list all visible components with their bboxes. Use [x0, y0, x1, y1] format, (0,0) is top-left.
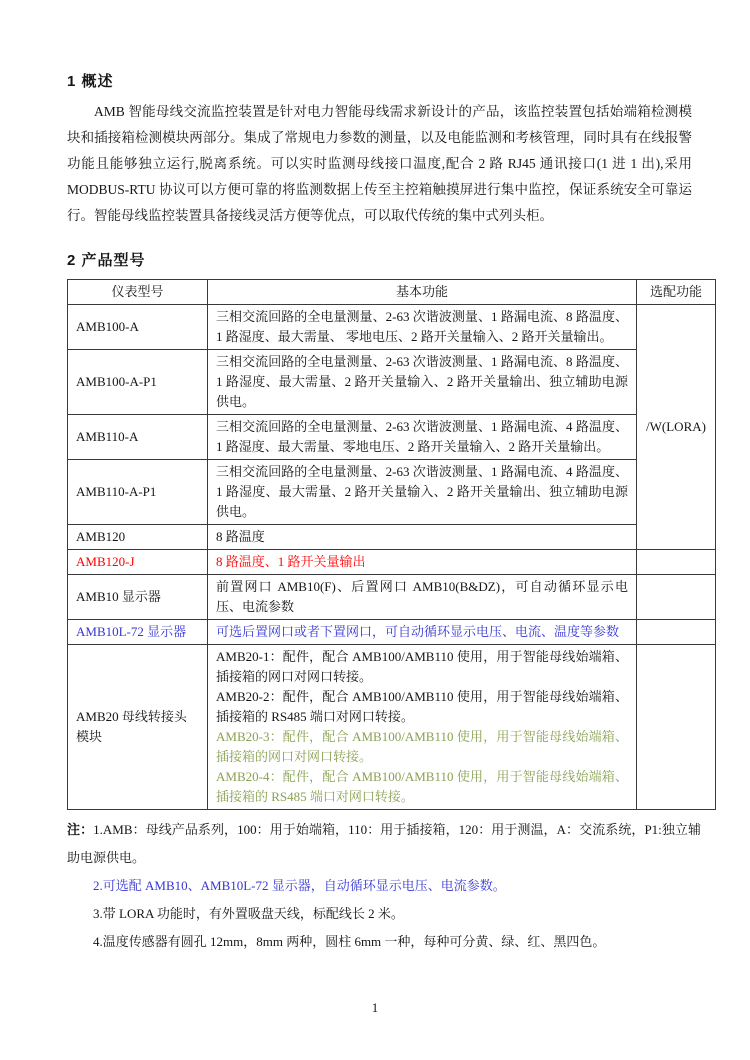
table-header-row	[68, 280, 716, 305]
page-number: 1	[371, 1000, 379, 1015]
model-features: 三相交流回路的全电量测量、2-63 次谐波测量、1 路漏电流、8 路温度、1 路湿度、最大需量、 零地电压、2 路开关量输入、2 路开关量输出。	[208, 305, 637, 350]
model-features	[208, 645, 637, 810]
model-name: AMB110-A	[68, 415, 208, 460]
overview-heading: 1 概述	[67, 73, 114, 90]
model-features: 三相交流回路的全电量测量、2-63 次谐波测量、1 路漏电流、8 路温度、1 路湿度、最大需量、2 路开关量输入、2 路开关量输出、独立辅助电源供电。	[208, 350, 637, 415]
overview-paragraph: AMB 智能母线交流监控装置是针对电力智能母线需求新设计的产品，该监控装置包括始端箱检测模块和插接箱检测模块两部分。集成了常规电力参数的测量，以及电能监测和考核管理，同时具有在线报警功能且能够独立运行,脱离系统。可以实时监测母线接口温度,配合 2 路 RJ45 通讯接口(1 进 1 出),采用 MODBUS-RTU 协议可以方便可靠的将监测数据上传至主控箱触摸屏进行集中监控，保证系统安全可靠运行。智能母线监控装置具备接线灵活方便等优点，可以取代传统的集中式列头柜。	[67, 104, 692, 223]
model-name: AMB100-A-P1	[68, 350, 208, 415]
option-cell-empty	[637, 645, 716, 810]
table-row	[68, 550, 716, 575]
col-header-model: 仪表型号	[68, 280, 208, 305]
model-name: AMB10L-72 显示器	[68, 620, 208, 645]
note-item: 2.可选配 AMB10、AMB10L-72 显示器，自动循环显示电压、电流参数。	[93, 878, 506, 893]
table-row	[68, 415, 716, 460]
option-cell-empty	[637, 620, 716, 645]
model-features: 三相交流回路的全电量测量、2-63 次谐波测量、1 路漏电流、4 路温度、1 路湿度、最大需量、2 路开关量输入、2 路开关量输出、独立辅助电源供电。	[208, 460, 637, 525]
table-row	[68, 575, 716, 620]
model-name: AMB100-A	[68, 305, 208, 350]
table-row	[68, 350, 716, 415]
col-header-features: 基本功能	[208, 280, 637, 305]
page-content	[67, 70, 715, 956]
note-item: 4.温度传感器有圆孔 12mm，8mm 两种，圆柱 6mm 一种，每种可分黄、绿、红、黑四色。	[93, 934, 606, 949]
note-item: 3.带 LORA 功能时，有外置吸盘天线，标配线长 2 米。	[93, 906, 404, 921]
model-name: AMB20 母线转接头模块	[68, 645, 208, 810]
model-name: AMB10 显示器	[68, 575, 208, 620]
model-name: AMB110-A-P1	[68, 460, 208, 525]
option-cell-empty	[637, 550, 716, 575]
table-row	[68, 460, 716, 525]
feature-line: AMB20-4：配件，配合 AMB100/AMB110 使用，用于智能母线始端箱、插接箱的 RS485 端口对网口转接。	[216, 769, 628, 804]
feature-line: AMB20-3：配件，配合 AMB100/AMB110 使用，用于智能母线始端箱、插接箱的网口对网口转接。	[216, 729, 628, 764]
table-row	[68, 620, 716, 645]
model-features: 8 路温度、1 路开关量输出	[208, 550, 637, 575]
model-features: 8 路温度	[208, 525, 637, 550]
table-row	[68, 305, 716, 350]
col-header-options: 选配功能	[637, 280, 716, 305]
table-row	[68, 645, 716, 810]
note-item	[67, 816, 701, 872]
table-row	[68, 525, 716, 550]
model-features: 前置网口 AMB10(F)、后置网口 AMB10(B&DZ)，可自动循环显示电压、电流参数	[208, 575, 637, 620]
notes-section	[67, 816, 701, 956]
products-heading: 2 产品型号	[67, 252, 146, 269]
model-features: 三相交流回路的全电量测量、2-63 次谐波测量、1 路漏电流、4 路温度、1 路湿度、最大需量、零地电压、2 路开关量输入、2 路开关量输出。	[208, 415, 637, 460]
model-features: 可选后置网口或者下置网口，可自动循环显示电压、电流、温度等参数	[208, 620, 637, 645]
feature-line: AMB20-2：配件，配合 AMB100/AMB110 使用，用于智能母线始端箱、插接箱的 RS485 端口对网口转接。	[216, 689, 628, 724]
product-model-table	[67, 279, 716, 810]
feature-line: AMB20-1：配件，配合 AMB100/AMB110 使用，用于智能母线始端箱、插接箱的网口对网口转接。	[216, 649, 628, 684]
option-cell-empty	[637, 575, 716, 620]
model-name: AMB120	[68, 525, 208, 550]
model-name: AMB120-J	[68, 550, 208, 575]
option-merged-cell: /W(LORA)	[637, 305, 716, 550]
note-prefix: 注：	[67, 822, 94, 837]
note-text: 1.AMB：母线产品系列，100：用于始端箱，110：用于插接箱，120：用于测温，A：交流系统，P1:独立辅助电源供电。	[67, 822, 701, 865]
